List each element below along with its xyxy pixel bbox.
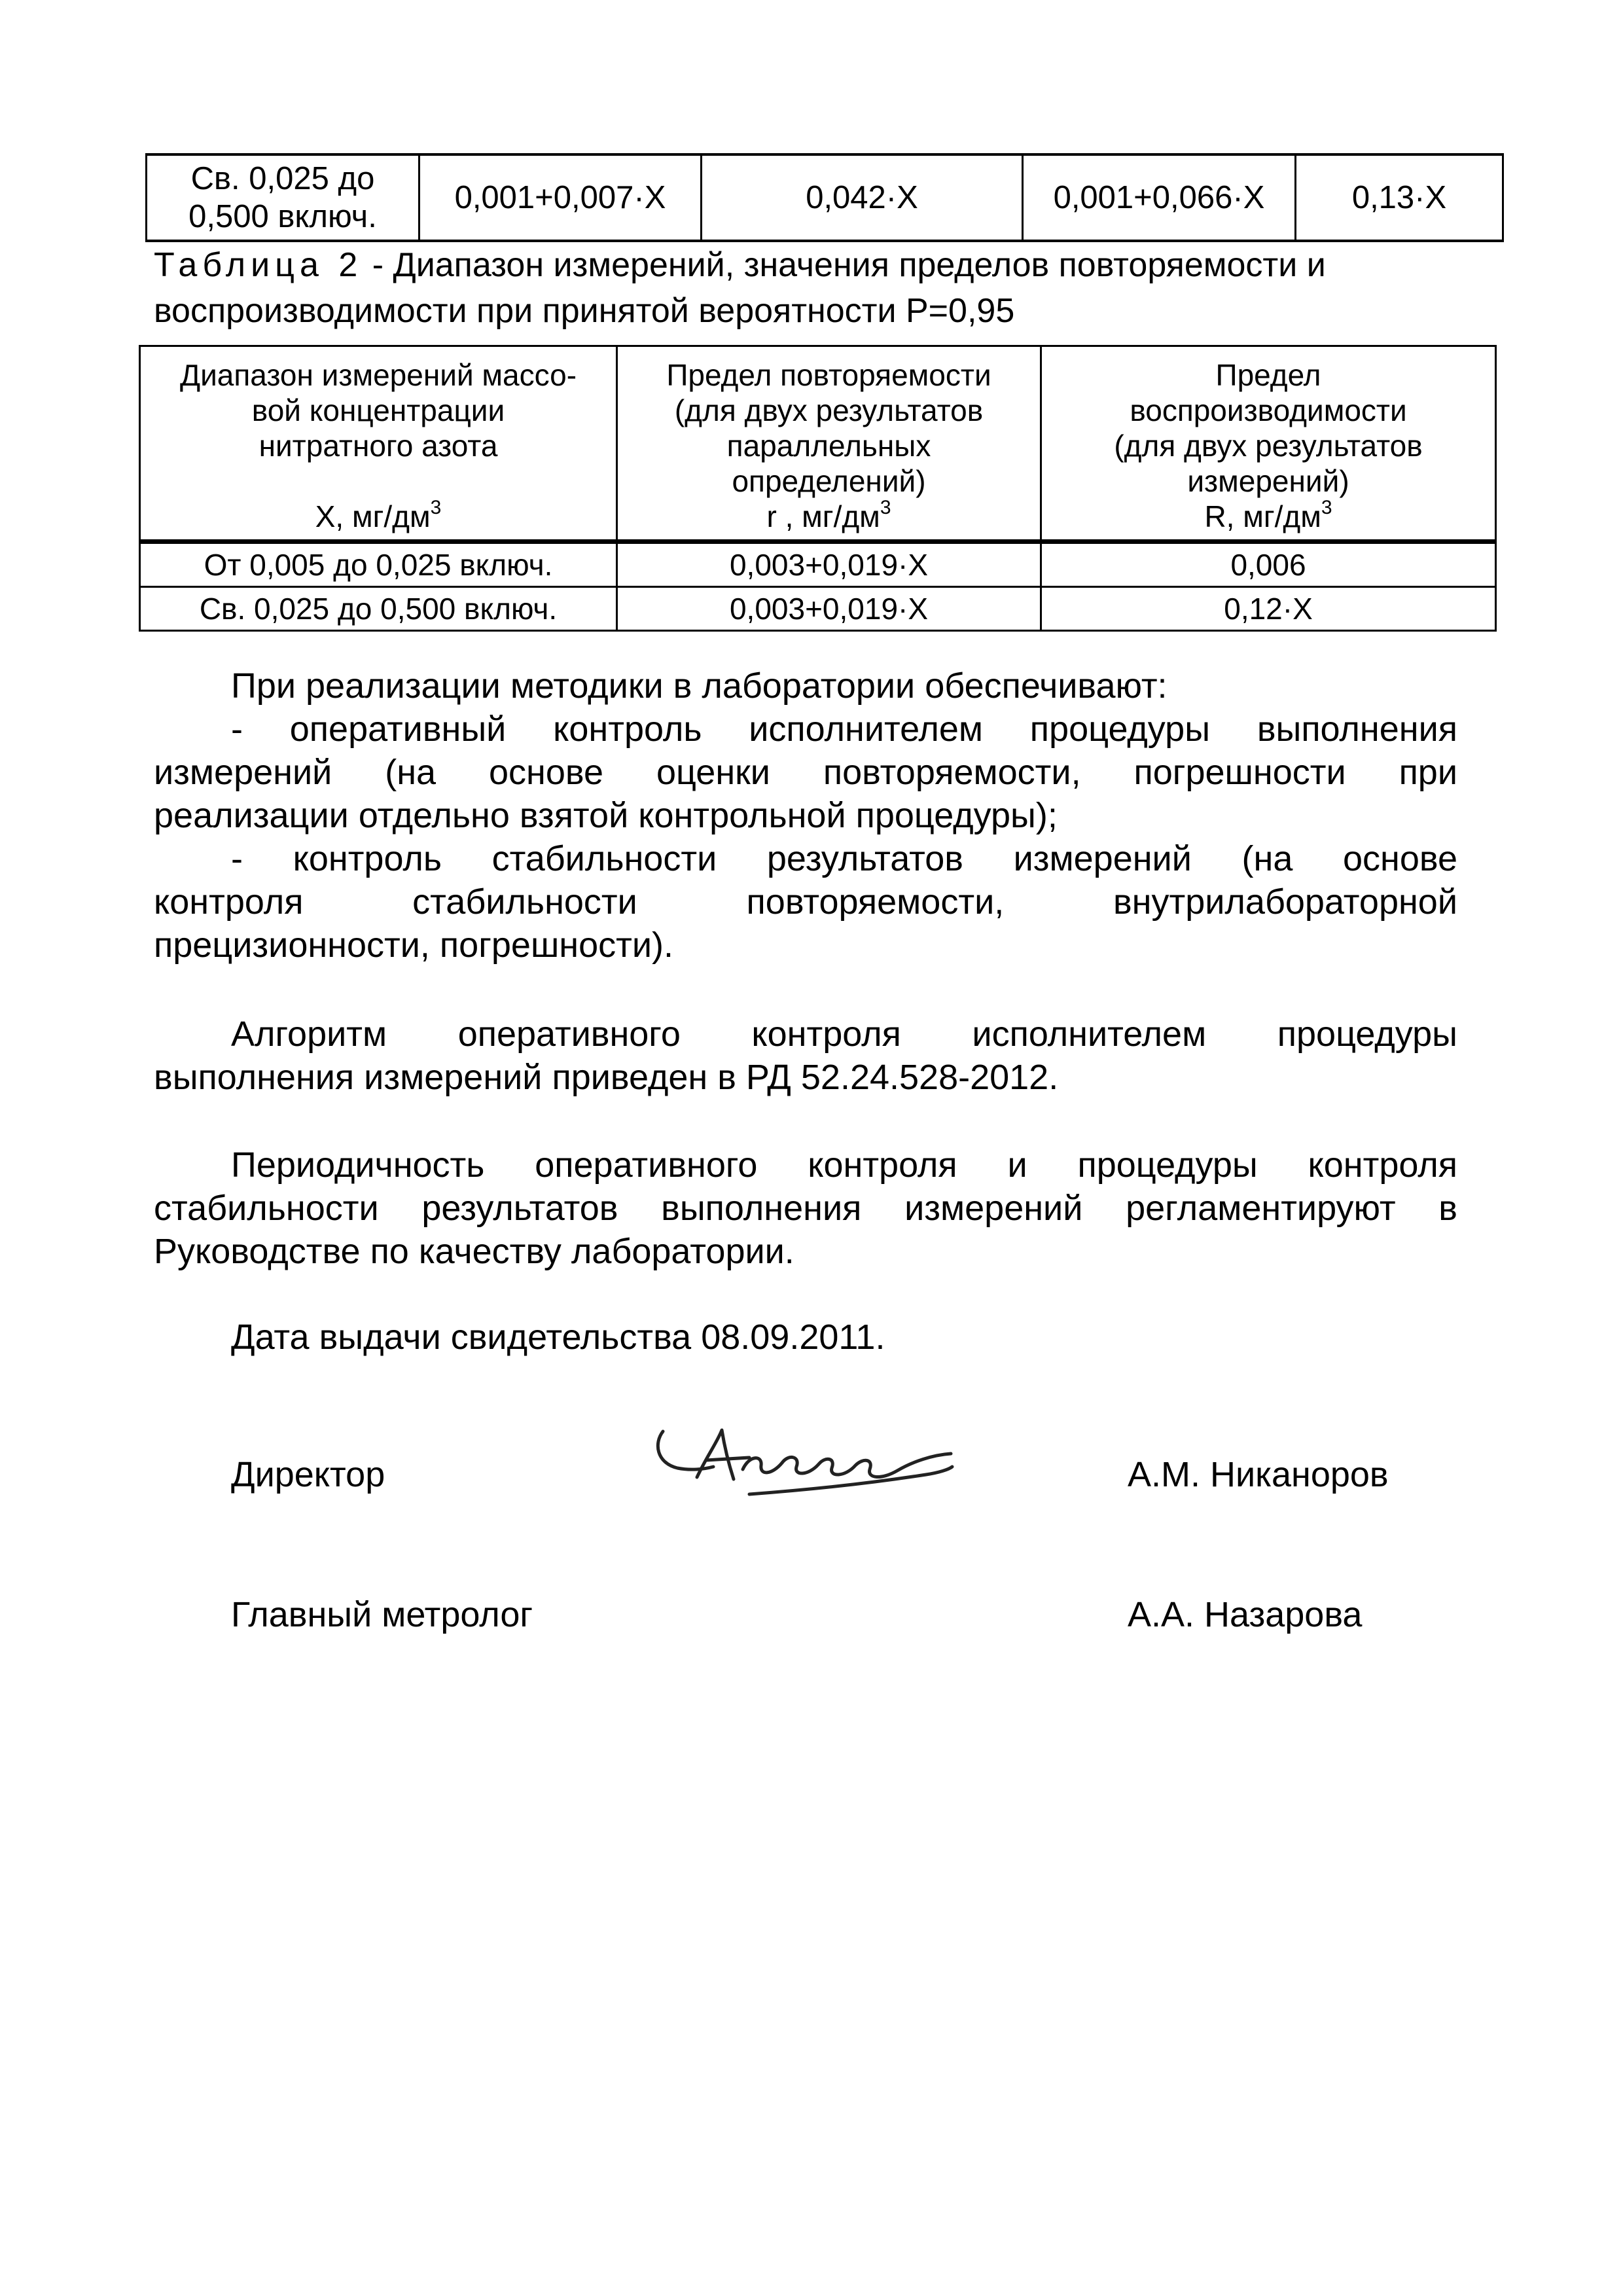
table-header-row [140, 346, 1496, 542]
list-item-line: контроля стабильности повторяемости, внутрилабораторной [154, 882, 1457, 922]
metrologist-title: Главный метролог [231, 1595, 533, 1634]
metrologist-name: А.А. Назарова [1128, 1595, 1363, 1634]
table-cell: 0,006 [1041, 542, 1496, 587]
caption-label: Таблица 2 [154, 246, 363, 284]
table-row [140, 542, 1496, 587]
list-item-line: реализации отдельно взятой контрольной процедуры); [154, 796, 1058, 835]
list-item-line: - контроль стабильности результатов измерений (на основе [231, 839, 1457, 878]
table-cell: Св. 0,025 до 0,500 включ. [140, 587, 617, 631]
director-title: Директор [231, 1455, 385, 1494]
table-cell: 0,003+0,019·X [617, 542, 1041, 587]
list-item-line: - оперативный контроль исполнителем процедуры выполнения [231, 709, 1457, 749]
signature-image [651, 1417, 959, 1512]
table-cell: 0,001+0,007·X [419, 154, 702, 241]
header-cell-range: Диапазон измерений массо- вой концентрации нитратного азота X, $мг/дм^3$ [140, 346, 617, 542]
director-name: А.М. Никаноров [1128, 1455, 1389, 1494]
table-row [147, 154, 1503, 241]
header-cell-reproducibility: Предел воспроизводимости (для двух результатов измерений) R, $мг/дм^3$ [1041, 346, 1496, 542]
table-cell: 0,001+0,066·X [1023, 154, 1296, 241]
table-cell: 0,042·X [702, 154, 1023, 241]
table-cell: От 0,005 до 0,025 включ. [140, 542, 617, 587]
paragraph-algorithm: Алгоритм оперативного контроля исполнителем процедуры выполнения измерений приведен в РД 52.24.528-2012. [154, 1014, 1457, 1097]
paragraph-intro: При реализации методики в лаборатории обеспечивают: [231, 666, 1168, 706]
table-2 [139, 345, 1497, 632]
issue-date: Дата выдачи свидетельства 08.09.2011. [231, 1318, 885, 1357]
table-cell: Св. 0,025 до 0,500 включ. [147, 154, 419, 241]
paragraph-control-list [154, 664, 1457, 967]
table-cell: 0,13·X [1296, 154, 1503, 241]
caption-text-line2: воспроизводимости при принятой вероятности Р=0,95 [154, 292, 1015, 330]
caption-text: - Диапазон измерений, значения пределов повторяемости и [363, 246, 1326, 284]
list-item-line: измерений (на основе оценки повторяемости, погрешности при [154, 753, 1457, 792]
table-row [140, 587, 1496, 631]
header-cell-repeatability: Предел повторяемости (для двух результатов параллельных определений) r , $мг/дм^3$ [617, 346, 1041, 542]
table-cell: 0,12·X [1041, 587, 1496, 631]
table-1-fragment [145, 153, 1504, 242]
table-cell: 0,003+0,019·X [617, 587, 1041, 631]
table-2-caption [154, 242, 1463, 334]
list-item-line: прецизионности, погрешности). [154, 925, 674, 965]
paragraph-periodicity: Периодичность оперативного контроля и процедуры контроля стабильности результатов выполнения измерений регламентируют в Руководстве по качеству лаборатории. [154, 1145, 1457, 1271]
